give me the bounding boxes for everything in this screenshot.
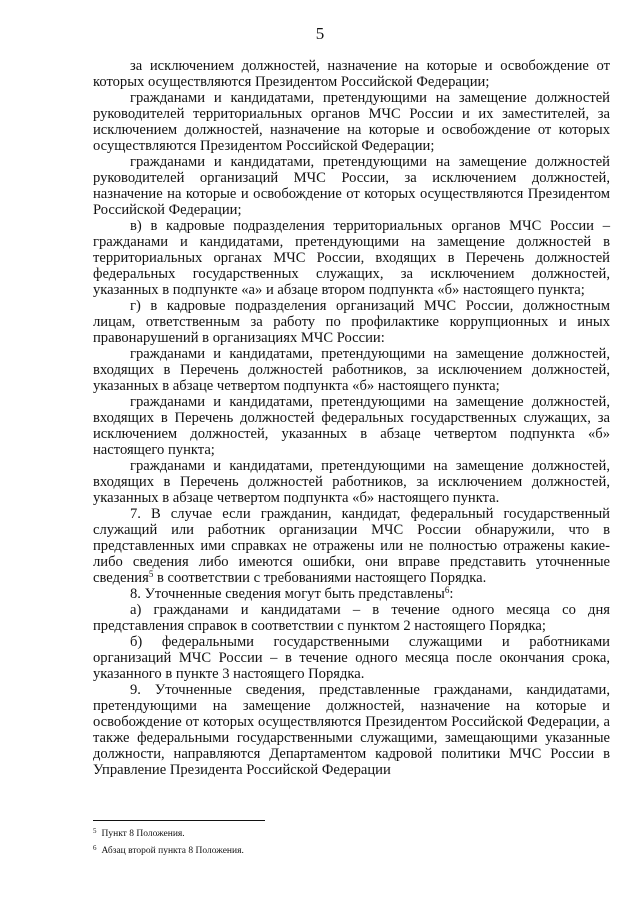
footnote (93, 841, 610, 858)
paragraph: гражданами и кандидатами, претендующими на замещение должностей руководителей территориальных органов МЧС России и их заместителей, за исключением должностей, назначение на которые и освобождение от которых осуществляются Президентом Российской Федерации; (93, 90, 610, 154)
footnote-mark: 5 (93, 827, 97, 835)
paragraph: 9. Уточненные сведения, представленные гражданами, кандидатами, претендующими на замещение должностей, назначение на которые и освобождение от которых осуществляются Президентом Российской Федерации, а также федеральными государственными служащими, замещающими указанные должности, направляются Департаментом кадровой политики МЧС России в Управление Президента Российской Федерации (93, 682, 610, 778)
paragraph: б) федеральными государственными служащими и работниками организаций МЧС России – в течение одного месяца после окончания срока, указанного в пункте 3 настоящего Порядка. (93, 634, 610, 682)
footnotes (93, 824, 610, 858)
footnote-ref-5: 5 (148, 569, 154, 579)
paragraph: за исключением должностей, назначение на которые и освобождение от которых осуществляются Президентом Российской Федерации; (93, 58, 610, 90)
paragraph: гражданами и кандидатами, претендующими на замещение должностей, входящих в Перечень должностей работников, за исключением должностей, указанных в абзаце четвертом подпункта «б» настоящего пункта. (93, 458, 610, 506)
footnote-text: Пункт 8 Положения. (101, 829, 185, 839)
paragraph: гражданами и кандидатами, претендующими на замещение должностей, входящих в Перечень должностей федеральных государственных служащих, за исключением должностей, указанных в абзаце четвертом подпункта «б» настоящего пункта; (93, 394, 610, 458)
paragraph-8-text: 8. Уточненные сведения могут быть представлены (130, 586, 445, 602)
paragraph-7-text: 7. В случае если гражданин, кандидат, федеральный государственный служащий или работник организации МЧС России обнаружили, что в представленных ими справках не отражены или не полностью отражены какие-либо сведения либо имеются ошибки, они вправе представить уточненные сведения (93, 506, 610, 586)
paragraph: в) в кадровые подразделения территориальных органов МЧС России – гражданами и кандидатами, претендующими на замещение должностей в территориальных органах МЧС России, входящих в Перечень должностей федеральных государственных служащих, за исключением должностей, указанных в подпункте «а» и абзаце втором подпункта «б» настоящего пункта; (93, 218, 610, 298)
paragraph-7 (93, 506, 610, 586)
page-number: 5 (315, 24, 325, 43)
paragraph: г) в кадровые подразделения организаций МЧС России, должностным лицам, ответственным за работу по профилактике коррупционных и иных правонарушений в организациях МЧС России: (93, 298, 610, 346)
paragraph-8 (93, 586, 610, 602)
paragraph: а) гражданами и кандидатами – в течение одного месяца со дня представления справок в соответствии с пунктом 2 настоящего Порядка; (93, 602, 610, 634)
paragraph-7-text-end: в соответствии с требованиями настоящего Порядка. (153, 570, 487, 586)
footnote-text: Абзац второй пункта 8 Положения. (101, 846, 244, 856)
paragraph: гражданами и кандидатами, претендующими на замещение должностей, входящих в Перечень должностей работников, за исключением должностей, указанных в абзаце четвертом подпункта «б» настоящего пункта; (93, 346, 610, 394)
paragraph: гражданами и кандидатами, претендующими на замещение должностей руководителей организаций МЧС России, за исключением должностей, назначение на которые и освобождение от которых осуществляются Президентом Российской Федерации; (93, 154, 610, 218)
footnote-mark: 6 (93, 844, 97, 852)
footnote (93, 824, 610, 841)
footnote-ref-6: 6 (444, 585, 450, 595)
footnote-divider (93, 820, 265, 821)
paragraph-8-text-end: : (449, 586, 454, 602)
document-body (93, 58, 610, 778)
